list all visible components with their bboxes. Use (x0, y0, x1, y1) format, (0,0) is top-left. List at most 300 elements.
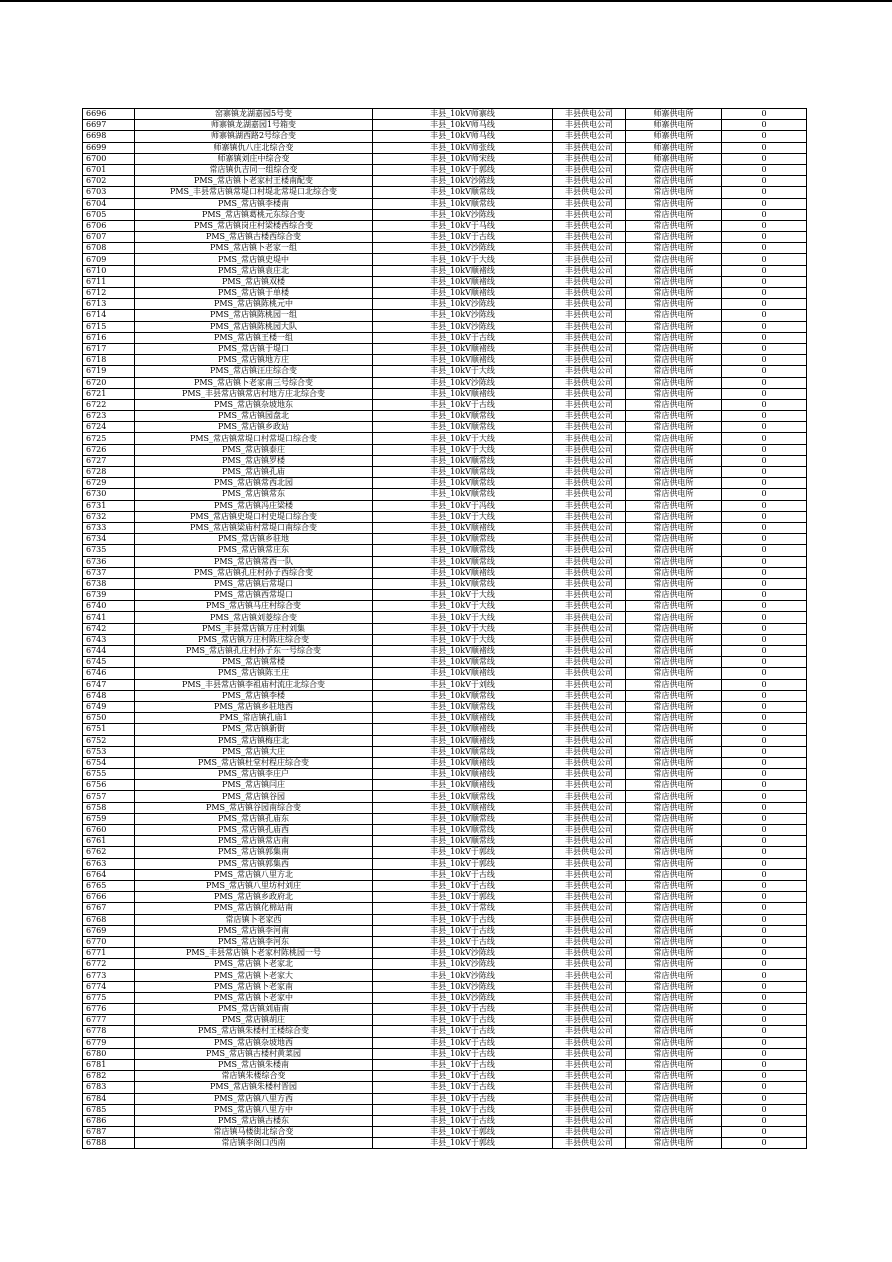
transformer-name-cell: PMS_常店镇常西北园 (135, 478, 373, 489)
feeder-line-cell: 丰县_10kV顺常线 (373, 556, 553, 567)
company-cell: 丰县供电公司 (553, 265, 626, 276)
row-number-cell: 6727 (83, 455, 135, 466)
company-cell: 丰县供电公司 (553, 243, 626, 254)
count-cell: 0 (722, 288, 807, 299)
row-number-cell: 6716 (83, 332, 135, 343)
row-number-cell: 6752 (83, 735, 135, 746)
feeder-line-cell: 丰县_10kV沙陈线 (373, 959, 553, 970)
station-cell: 常店供电所 (626, 578, 722, 589)
company-cell: 丰县供电公司 (553, 646, 626, 657)
company-cell: 丰县供电公司 (553, 724, 626, 735)
station-cell: 常店供电所 (626, 500, 722, 511)
company-cell: 丰县供电公司 (553, 757, 626, 768)
feeder-line-cell: 丰县_10kV顺常线 (373, 701, 553, 712)
transformer-name-cell: PMS_常店镇孔庄村孙子西综合变 (135, 567, 373, 578)
feeder-line-cell: 丰县_10kV于古线 (373, 1015, 553, 1026)
station-cell: 常店供电所 (626, 623, 722, 634)
company-cell: 丰县供电公司 (553, 1015, 626, 1026)
transformer-name-cell: PMS_常店镇岗庄村梁楼西综合变 (135, 220, 373, 231)
transformer-name-cell: 师寨镇龙湖嘉园1号箱变 (135, 120, 373, 131)
station-cell: 常店供电所 (626, 724, 722, 735)
count-cell: 0 (722, 746, 807, 757)
count-cell: 0 (722, 153, 807, 164)
transformer-name-cell: PMS_常店镇罗楼 (135, 455, 373, 466)
company-cell: 丰县供电公司 (553, 232, 626, 243)
transformer-name-cell: PMS_常店镇双楼 (135, 276, 373, 287)
feeder-line-cell: 丰县_10kV于古线 (373, 936, 553, 947)
transformer-name-cell: PMS_常店镇古楼东 (135, 1115, 373, 1126)
feeder-line-cell: 丰县_10kV顺褚线 (373, 802, 553, 813)
table-row (83, 981, 807, 992)
table-row (83, 1071, 807, 1082)
station-cell: 常店供电所 (626, 601, 722, 612)
row-number-cell: 6775 (83, 992, 135, 1003)
row-number-cell: 6700 (83, 153, 135, 164)
company-cell: 丰县供电公司 (553, 713, 626, 724)
row-number-cell: 6772 (83, 959, 135, 970)
row-number-cell: 6786 (83, 1115, 135, 1126)
count-cell: 0 (722, 780, 807, 791)
feeder-line-cell: 丰县_10kV于郭线 (373, 164, 553, 175)
transformer-name-cell: PMS_常店镇杂坡地东 (135, 399, 373, 410)
count-cell: 0 (722, 735, 807, 746)
company-cell: 丰县供电公司 (553, 690, 626, 701)
station-cell: 常店供电所 (626, 925, 722, 936)
table-row (83, 713, 807, 724)
table-row (83, 1082, 807, 1093)
row-number-cell: 6705 (83, 209, 135, 220)
row-number-cell: 6776 (83, 1004, 135, 1015)
transformer-name-cell: PMS_常店镇化棉站南 (135, 903, 373, 914)
transformer-name-cell: PMS_常店镇八里方中 (135, 1104, 373, 1115)
table-row (83, 556, 807, 567)
count-cell: 0 (722, 187, 807, 198)
table-row (83, 422, 807, 433)
count-cell: 0 (722, 321, 807, 332)
count-cell: 0 (722, 343, 807, 354)
transformer-name-cell: PMS_丰县常店镇常堤口村堤北常堤口北综合变 (135, 187, 373, 198)
count-cell: 0 (722, 489, 807, 500)
company-cell: 丰县供电公司 (553, 343, 626, 354)
feeder-line-cell: 丰县_10kV沙陈线 (373, 176, 553, 187)
count-cell: 0 (722, 254, 807, 265)
count-cell: 0 (722, 220, 807, 231)
table-row (83, 825, 807, 836)
transformer-name-cell: PMS_常店镇梁庙村常堤口南综合变 (135, 522, 373, 533)
row-number-cell: 6771 (83, 948, 135, 959)
feeder-line-cell: 丰县_10kV于大线 (373, 623, 553, 634)
row-number-cell: 6712 (83, 288, 135, 299)
company-cell: 丰县供电公司 (553, 176, 626, 187)
table-row (83, 1138, 807, 1149)
count-cell: 0 (722, 724, 807, 735)
table-row (83, 992, 807, 1003)
table-row (83, 153, 807, 164)
table-row (83, 634, 807, 645)
transformer-name-cell: PMS_常店镇乡政府北 (135, 892, 373, 903)
transformer-name-cell: 师寨镇刘庄中综合变 (135, 153, 373, 164)
row-number-cell: 6751 (83, 724, 135, 735)
transformer-name-cell: PMS_常店镇常东 (135, 489, 373, 500)
table-row (83, 791, 807, 802)
table-row (83, 444, 807, 455)
station-cell: 常店供电所 (626, 556, 722, 567)
table-row (83, 623, 807, 634)
table-row (83, 869, 807, 880)
row-number-cell: 6770 (83, 936, 135, 947)
company-cell: 丰县供电公司 (553, 657, 626, 668)
station-cell: 师寨供电所 (626, 131, 722, 142)
table-row (83, 399, 807, 410)
transformer-name-cell: PMS_常店镇乡驻地 (135, 534, 373, 545)
company-cell: 丰县供电公司 (553, 1059, 626, 1070)
transformer-name-cell: 常店镇李阁口西南 (135, 1138, 373, 1149)
row-number-cell: 6756 (83, 780, 135, 791)
company-cell: 丰县供电公司 (553, 880, 626, 891)
table-row (83, 142, 807, 153)
company-cell: 丰县供电公司 (553, 411, 626, 422)
table-row (83, 936, 807, 947)
table-row (83, 769, 807, 780)
company-cell: 丰县供电公司 (553, 467, 626, 478)
company-cell: 丰县供电公司 (553, 1138, 626, 1149)
station-cell: 常店供电所 (626, 1138, 722, 1149)
transformer-name-cell: PMS_常店镇谷园 (135, 791, 373, 802)
feeder-line-cell: 丰县_10kV顺常线 (373, 746, 553, 757)
feeder-line-cell: 丰县_10kV顺褚线 (373, 522, 553, 533)
station-cell: 师寨供电所 (626, 142, 722, 153)
feeder-line-cell: 丰县_10kV于古线 (373, 1082, 553, 1093)
transformer-name-cell: PMS_常店镇袁庄北 (135, 265, 373, 276)
company-cell: 丰县供电公司 (553, 276, 626, 287)
row-number-cell: 6758 (83, 802, 135, 813)
feeder-line-cell: 丰县_10kV于古线 (373, 880, 553, 891)
count-cell: 0 (722, 858, 807, 869)
table-body (83, 109, 807, 1149)
row-number-cell: 6704 (83, 198, 135, 209)
feeder-line-cell: 丰县_10kV于大线 (373, 254, 553, 265)
station-cell: 常店供电所 (626, 388, 722, 399)
station-cell: 常店供电所 (626, 455, 722, 466)
row-number-cell: 6768 (83, 914, 135, 925)
station-cell: 常店供电所 (626, 970, 722, 981)
company-cell: 丰县供电公司 (553, 142, 626, 153)
row-number-cell: 6723 (83, 411, 135, 422)
row-number-cell: 6715 (83, 321, 135, 332)
transformer-name-cell: PMS_常店镇李庄户 (135, 769, 373, 780)
feeder-line-cell: 丰县_10kV顺褚线 (373, 757, 553, 768)
count-cell: 0 (722, 310, 807, 321)
station-cell: 常店供电所 (626, 1115, 722, 1126)
station-cell: 常店供电所 (626, 646, 722, 657)
row-number-cell: 6755 (83, 769, 135, 780)
feeder-line-cell: 丰县_10kV顺褚线 (373, 343, 553, 354)
row-number-cell: 6753 (83, 746, 135, 757)
company-cell: 丰县供电公司 (553, 522, 626, 533)
table-row (83, 467, 807, 478)
station-cell: 常店供电所 (626, 590, 722, 601)
transformer-name-cell: 师寨镇仇八庄北综合变 (135, 142, 373, 153)
company-cell: 丰县供电公司 (553, 701, 626, 712)
transformer-name-cell: PMS_常店镇陈桃园一组 (135, 310, 373, 321)
feeder-line-cell: 丰县_10kV师宋线 (373, 153, 553, 164)
table-row (83, 1004, 807, 1015)
count-cell: 0 (722, 1037, 807, 1048)
transformer-name-cell: PMS_常店镇史堤中 (135, 254, 373, 265)
row-number-cell: 6710 (83, 265, 135, 276)
row-number-cell: 6708 (83, 243, 135, 254)
station-cell: 常店供电所 (626, 164, 722, 175)
row-number-cell: 6735 (83, 545, 135, 556)
row-number-cell: 6698 (83, 131, 135, 142)
feeder-line-cell: 丰县_10kV顺常线 (373, 836, 553, 847)
table-row (83, 522, 807, 533)
company-cell: 丰县供电公司 (553, 534, 626, 545)
table-row (83, 265, 807, 276)
transformer-name-cell: PMS_常店镇常庄东 (135, 545, 373, 556)
feeder-line-cell: 丰县_10kV沙陈线 (373, 981, 553, 992)
feeder-line-cell: 丰县_10kV于古线 (373, 1048, 553, 1059)
count-cell: 0 (722, 1015, 807, 1026)
feeder-line-cell: 丰县_10kV顺常线 (373, 545, 553, 556)
count-cell: 0 (722, 1115, 807, 1126)
count-cell: 0 (722, 355, 807, 366)
count-cell: 0 (722, 1093, 807, 1104)
feeder-line-cell: 丰县_10kV顺褚线 (373, 265, 553, 276)
transformer-name-cell: PMS_常店镇万庄村陈庄综合变 (135, 634, 373, 645)
feeder-line-cell: 丰县_10kV顺褚线 (373, 355, 553, 366)
transformer-name-cell: PMS_常店镇杂坡地西 (135, 1037, 373, 1048)
row-number-cell: 6725 (83, 433, 135, 444)
feeder-line-cell: 丰县_10kV顺常线 (373, 455, 553, 466)
row-number-cell: 6787 (83, 1127, 135, 1138)
station-cell: 常店供电所 (626, 198, 722, 209)
feeder-line-cell: 丰县_10kV于刘线 (373, 679, 553, 690)
transformer-name-cell: PMS_常店镇卜老家南三号综合变 (135, 377, 373, 388)
count-cell: 0 (722, 590, 807, 601)
table-row (83, 892, 807, 903)
table-row (83, 735, 807, 746)
company-cell: 丰县供电公司 (553, 981, 626, 992)
row-number-cell: 6706 (83, 220, 135, 231)
station-cell: 常店供电所 (626, 713, 722, 724)
count-cell: 0 (722, 332, 807, 343)
table-row (83, 1026, 807, 1037)
count-cell: 0 (722, 120, 807, 131)
count-cell: 0 (722, 522, 807, 533)
company-cell: 丰县供电公司 (553, 332, 626, 343)
company-cell: 丰县供电公司 (553, 892, 626, 903)
station-cell: 常店供电所 (626, 220, 722, 231)
station-cell: 常店供电所 (626, 903, 722, 914)
transformer-name-cell: PMS_常店镇西常堤口 (135, 590, 373, 601)
transformer-name-cell: PMS_常店镇陈桃园大队 (135, 321, 373, 332)
count-cell: 0 (722, 892, 807, 903)
transformer-name-cell: PMS_常店镇王楼一组 (135, 332, 373, 343)
transformer-name-cell: PMS_常店镇冯庄梁楼 (135, 500, 373, 511)
transformer-name-cell: PMS_常店镇卜老家北 (135, 959, 373, 970)
row-number-cell: 6728 (83, 467, 135, 478)
feeder-line-cell: 丰县_10kV顺褚线 (373, 288, 553, 299)
table-row (83, 299, 807, 310)
feeder-line-cell: 丰县_10kV于郭线 (373, 892, 553, 903)
feeder-line-cell: 丰县_10kV师寨线 (373, 109, 553, 120)
row-number-cell: 6737 (83, 567, 135, 578)
table-row (83, 813, 807, 824)
table-row (83, 254, 807, 265)
station-cell: 常店供电所 (626, 668, 722, 679)
table-row (83, 109, 807, 120)
feeder-line-cell: 丰县_10kV于古线 (373, 914, 553, 925)
count-cell: 0 (722, 657, 807, 668)
transformer-name-cell: 常店镇卜老家西 (135, 914, 373, 925)
count-cell: 0 (722, 209, 807, 220)
station-cell: 常店供电所 (626, 892, 722, 903)
company-cell: 丰县供电公司 (553, 109, 626, 120)
row-number-cell: 6763 (83, 858, 135, 869)
station-cell: 师寨供电所 (626, 109, 722, 120)
feeder-line-cell: 丰县_10kV于大线 (373, 366, 553, 377)
row-number-cell: 6699 (83, 142, 135, 153)
count-cell: 0 (722, 1059, 807, 1070)
count-cell: 0 (722, 791, 807, 802)
company-cell: 丰县供电公司 (553, 209, 626, 220)
row-number-cell: 6711 (83, 276, 135, 287)
row-number-cell: 6733 (83, 522, 135, 533)
station-cell: 常店供电所 (626, 265, 722, 276)
count-cell: 0 (722, 545, 807, 556)
count-cell: 0 (722, 198, 807, 209)
table-row (83, 511, 807, 522)
count-cell: 0 (722, 970, 807, 981)
table-row (83, 1115, 807, 1126)
station-cell: 常店供电所 (626, 1026, 722, 1037)
station-cell: 常店供电所 (626, 1104, 722, 1115)
station-cell: 常店供电所 (626, 288, 722, 299)
company-cell: 丰县供电公司 (553, 1115, 626, 1126)
company-cell: 丰县供电公司 (553, 444, 626, 455)
feeder-line-cell: 丰县_10kV于马线 (373, 220, 553, 231)
feeder-line-cell: 丰县_10kV沙陈线 (373, 299, 553, 310)
count-cell: 0 (722, 668, 807, 679)
station-cell: 常店供电所 (626, 1004, 722, 1015)
transformer-name-cell: PMS_丰县常店镇万庄村刘集 (135, 623, 373, 634)
station-cell: 常店供电所 (626, 948, 722, 959)
feeder-line-cell: 丰县_10kV沙陈线 (373, 310, 553, 321)
feeder-line-cell: 丰县_10kV于古线 (373, 399, 553, 410)
station-cell: 常店供电所 (626, 522, 722, 533)
transformer-name-cell: PMS_常店镇八里坊村刘庄 (135, 880, 373, 891)
count-cell: 0 (722, 232, 807, 243)
feeder-line-cell: 丰县_10kV于常线 (373, 903, 553, 914)
feeder-line-cell: 丰县_10kV顺褚线 (373, 388, 553, 399)
table-row (83, 746, 807, 757)
transformer-name-cell: PMS_常店镇常店南 (135, 836, 373, 847)
count-cell: 0 (722, 981, 807, 992)
table-row (83, 288, 807, 299)
table-row (83, 970, 807, 981)
row-number-cell: 6703 (83, 187, 135, 198)
feeder-line-cell: 丰县_10kV于古线 (373, 869, 553, 880)
transformer-name-cell: PMS_常店镇八里方北 (135, 869, 373, 880)
row-number-cell: 6784 (83, 1093, 135, 1104)
station-cell: 常店供电所 (626, 1082, 722, 1093)
station-cell: 常店供电所 (626, 847, 722, 858)
table-row (83, 903, 807, 914)
transformer-name-cell: PMS_常店镇乡驻地西 (135, 701, 373, 712)
row-number-cell: 6709 (83, 254, 135, 265)
count-cell: 0 (722, 366, 807, 377)
row-number-cell: 6747 (83, 679, 135, 690)
count-cell: 0 (722, 131, 807, 142)
feeder-line-cell: 丰县_10kV顺常线 (373, 467, 553, 478)
feeder-line-cell: 丰县_10kV沙陈线 (373, 377, 553, 388)
station-cell: 常店供电所 (626, 254, 722, 265)
feeder-line-cell: 丰县_10kV顺常线 (373, 187, 553, 198)
station-cell: 常店供电所 (626, 992, 722, 1003)
station-cell: 常店供电所 (626, 366, 722, 377)
company-cell: 丰县供电公司 (553, 366, 626, 377)
company-cell: 丰县供电公司 (553, 153, 626, 164)
table-row (83, 455, 807, 466)
transformer-name-cell: 窑寨镇龙湖嘉园5号变 (135, 109, 373, 120)
feeder-line-cell: 丰县_10kV师马线 (373, 131, 553, 142)
company-cell: 丰县供电公司 (553, 478, 626, 489)
station-cell: 常店供电所 (626, 880, 722, 891)
row-number-cell: 6721 (83, 388, 135, 399)
count-cell: 0 (722, 679, 807, 690)
count-cell: 0 (722, 1127, 807, 1138)
company-cell: 丰县供电公司 (553, 1082, 626, 1093)
row-number-cell: 6720 (83, 377, 135, 388)
table-row (83, 377, 807, 388)
company-cell: 丰县供电公司 (553, 455, 626, 466)
station-cell: 常店供电所 (626, 936, 722, 947)
count-cell: 0 (722, 1138, 807, 1149)
row-number-cell: 6764 (83, 869, 135, 880)
row-number-cell: 6738 (83, 578, 135, 589)
feeder-line-cell: 丰县_10kV于古线 (373, 1104, 553, 1115)
company-cell: 丰县供电公司 (553, 545, 626, 556)
feeder-line-cell: 丰县_10kV沙陈线 (373, 970, 553, 981)
company-cell: 丰县供电公司 (553, 802, 626, 813)
station-cell: 常店供电所 (626, 176, 722, 187)
feeder-line-cell: 丰县_10kV顺褚线 (373, 735, 553, 746)
station-cell: 常店供电所 (626, 791, 722, 802)
transformer-name-cell: PMS_常店镇八里方西 (135, 1093, 373, 1104)
station-cell: 常店供电所 (626, 1093, 722, 1104)
company-cell: 丰县供电公司 (553, 825, 626, 836)
company-cell: 丰县供电公司 (553, 1004, 626, 1015)
count-cell: 0 (722, 299, 807, 310)
transformer-name-cell: PMS_常店镇卜老家村王楼南配变 (135, 176, 373, 187)
transformer-name-cell: PMS_常店镇闫庄 (135, 780, 373, 791)
table-row (83, 612, 807, 623)
company-cell: 丰县供电公司 (553, 634, 626, 645)
feeder-line-cell: 丰县_10kV于大线 (373, 590, 553, 601)
station-cell: 常店供电所 (626, 355, 722, 366)
transformer-name-cell: PMS_常店镇陈王庄 (135, 668, 373, 679)
count-cell: 0 (722, 948, 807, 959)
count-cell: 0 (722, 612, 807, 623)
company-cell: 丰县供电公司 (553, 1127, 626, 1138)
count-cell: 0 (722, 634, 807, 645)
table-row (83, 131, 807, 142)
transformer-name-cell: PMS_常店镇古楼村黄菜园 (135, 1048, 373, 1059)
feeder-line-cell: 丰县_10kV顺褚线 (373, 780, 553, 791)
table-row (83, 388, 807, 399)
count-cell: 0 (722, 825, 807, 836)
